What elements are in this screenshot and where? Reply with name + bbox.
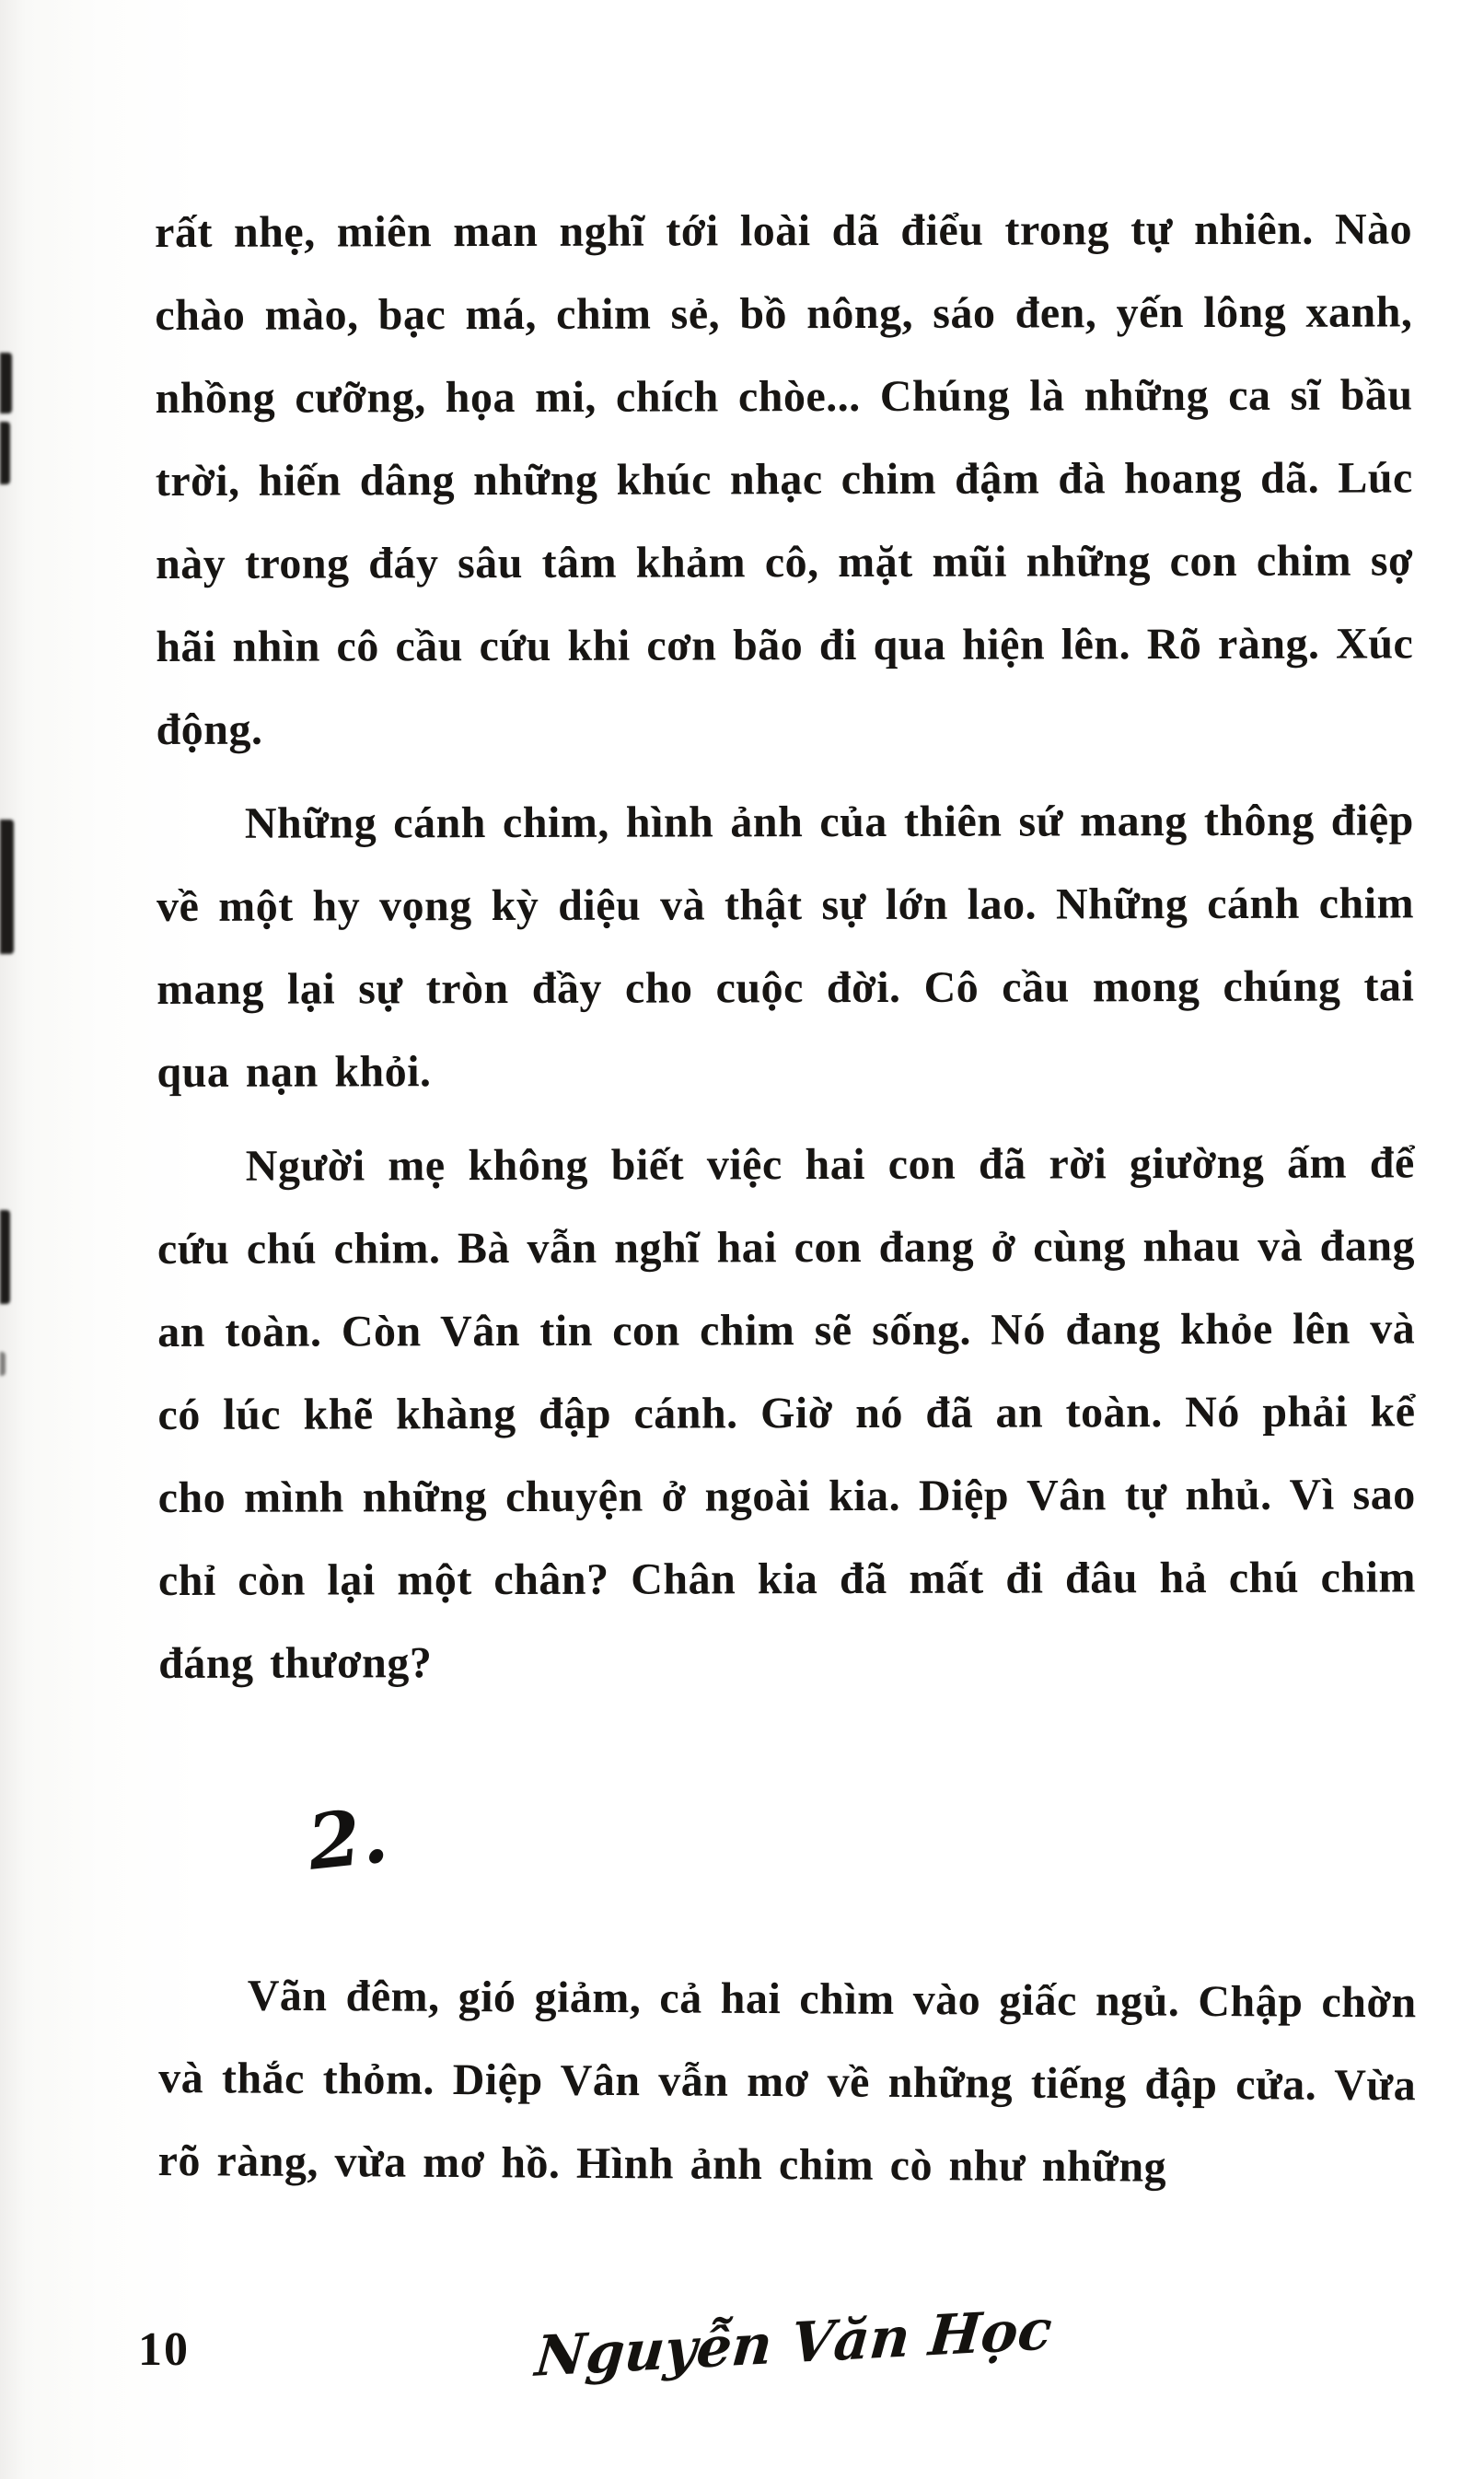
paragraph-4: Vãn đêm, gió giảm, cả hai chìm vào giấc ngủ. Chập chờn và thắc thỏm. Diệp Vân vẫn mơ về những tiếng đập cửa. Vừa rõ ràng, vừa mơ hồ. Hình ảnh chim cò như những xyxy=(157,1971,1417,2192)
paragraph-3: Người mẹ không biết việc hai con đã rời giường ấm để cứu chú chim. Bà vẫn nghĩ hai con đang ở cùng nhau và đang an toàn. Còn Vân tin con chim sẽ sống. Nó đang khỏe lên và có lúc khẽ khàng đập cánh. Giờ nó đã an toàn. Nó phải kể cho mình những chuyện ở ngoài kia. Diệp Vân tự nhủ. Vì sao chỉ còn lại một chân? Chân kia đã mất đi đâu hả chú chim đáng thương? xyxy=(157,1138,1417,1688)
page-footer xyxy=(0,2298,1484,2426)
scan-artifact xyxy=(0,820,14,954)
page-text xyxy=(155,188,1418,2214)
scan-artifact xyxy=(0,422,10,484)
scan-artifact xyxy=(0,1210,10,1304)
page-number: 10 xyxy=(138,2323,190,2376)
section-marker-row xyxy=(303,1790,1417,1894)
paragraph-2: Những cánh chim, hình ảnh của thiên sứ mang thông điệp về một hy vọng kỳ diệu và thật sự lớn lao. Những cánh chim mang lại sự tròn đầy cho cuộc đời. Cô cầu mong chúng tai qua nạn khỏi. xyxy=(156,796,1415,1097)
author-signature: Nguyễn Văn Học xyxy=(533,2298,1055,2390)
paragraph-1: rất nhẹ, miên man nghĩ tới loài dã điểu trong tự nhiên. Nào chào mào, bạc má, chim sẻ, bồ nông, sáo đen, yến lông xanh, nhồng cưỡng, họa mi, chích chòe... Chúng là những ca sĩ bầu trời, hiến dâng những khúc nhạc chim đậm đà hoang dã. Lúc này trong đáy sâu tâm khảm cô, mặt mũi những con chim sợ hãi nhìn cô cầu cứu khi cơn bão đi qua hiện lên. Rõ ràng. Xúc động. xyxy=(155,204,1414,754)
scan-artifact xyxy=(0,353,12,413)
scan-artifact xyxy=(0,1352,6,1376)
section-number: 2. xyxy=(303,1791,393,1888)
